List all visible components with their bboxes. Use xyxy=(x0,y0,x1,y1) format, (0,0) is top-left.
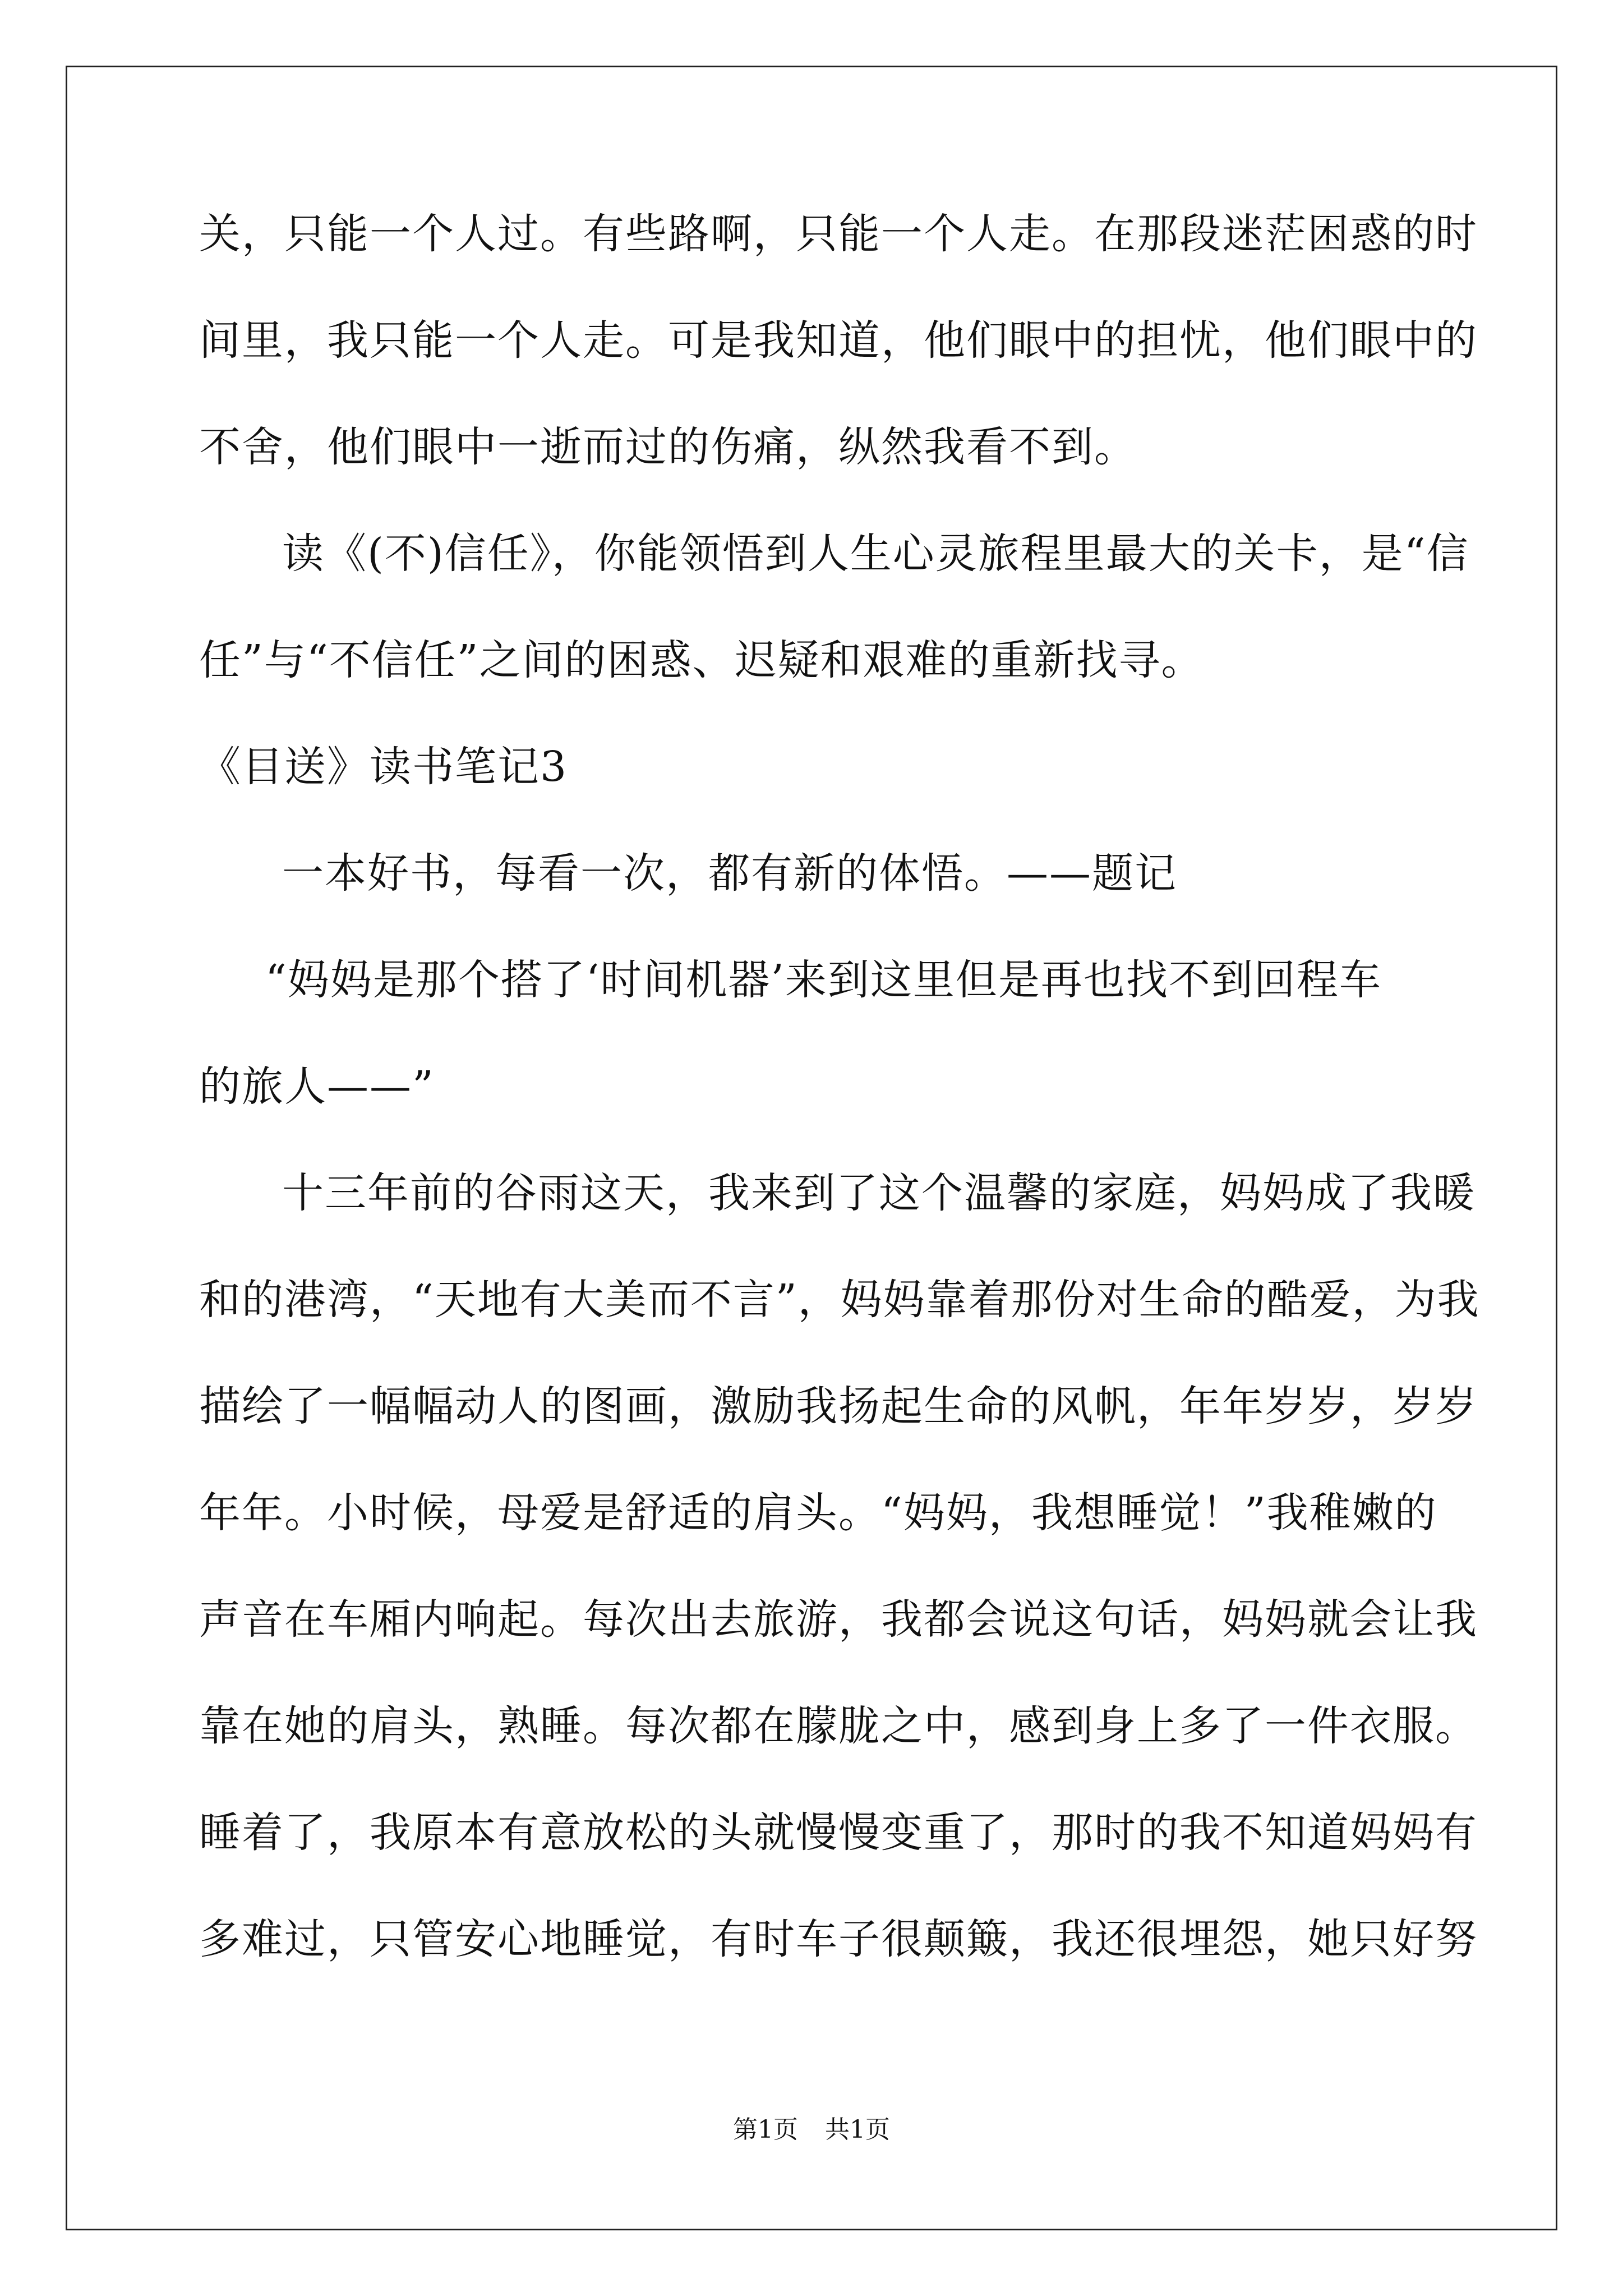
text-line: 和的港湾，“天地有大美而不言”，妈妈靠着那份对生命的酷爱，为我 xyxy=(199,1276,1480,1324)
page-number: 第1页 xyxy=(733,2115,798,2144)
text-line: 声音在车厢内响起。每次出去旅游，我都会说这句话，妈妈就会让我 xyxy=(199,1595,1478,1644)
text-line: 靠在她的肩头，熟睡。每次都在朦胧之中，感到身上多了一件衣服。 xyxy=(199,1702,1478,1750)
text-line: 关，只能一个人过。有些路啊，只能一个人走。在那段迷茫困惑的时 xyxy=(199,210,1478,258)
page-footer xyxy=(0,2115,1623,2144)
text-line: 年年。小时候，母爱是舒适的肩头。“妈妈，我想睡觉！”我稚嫩的 xyxy=(199,1489,1437,1537)
document-body xyxy=(199,210,1480,2025)
section-heading: 《目送》读书笔记3 xyxy=(199,743,568,791)
epigraph-line: 一本好书，每看一次，都有新的体悟。——题记 xyxy=(282,849,1177,898)
page-total: 共1页 xyxy=(825,2115,890,2144)
text-line: 的旅人——” xyxy=(199,1062,435,1111)
text-line: 不舍，他们眼中一逝而过的伤痛，纵然我看不到。 xyxy=(199,423,1137,471)
paragraph-start-line: 十三年前的谷雨这天，我来到了这个温馨的家庭，妈妈成了我暖 xyxy=(282,1169,1476,1217)
text-line: 任”与“不信任”之间的困惑、迟疑和艰难的重新找寻。 xyxy=(199,636,1204,684)
paragraph-start-line: 读《(不)信任》，你能领悟到人生心灵旅程里最大的关卡，是“信 xyxy=(282,530,1469,578)
text-line: 描绘了一幅幅动人的图画，激励我扬起生命的风帆，年年岁岁，岁岁 xyxy=(199,1382,1478,1430)
text-line: 多难过，只管安心地睡觉，有时车子很颠簸，我还很埋怨，她只好努 xyxy=(199,1915,1478,1963)
text-line: 睡着了，我原本有意放松的头就慢慢变重了，那时的我不知道妈妈有 xyxy=(199,1809,1478,1857)
text-line: 间里，我只能一个人走。可是我知道，他们眼中的担忧，他们眼中的 xyxy=(199,316,1478,365)
paragraph-start-line: “妈妈是那个搭了‘时间机器’来到这里但是再也找不到回程车 xyxy=(265,956,1382,1004)
